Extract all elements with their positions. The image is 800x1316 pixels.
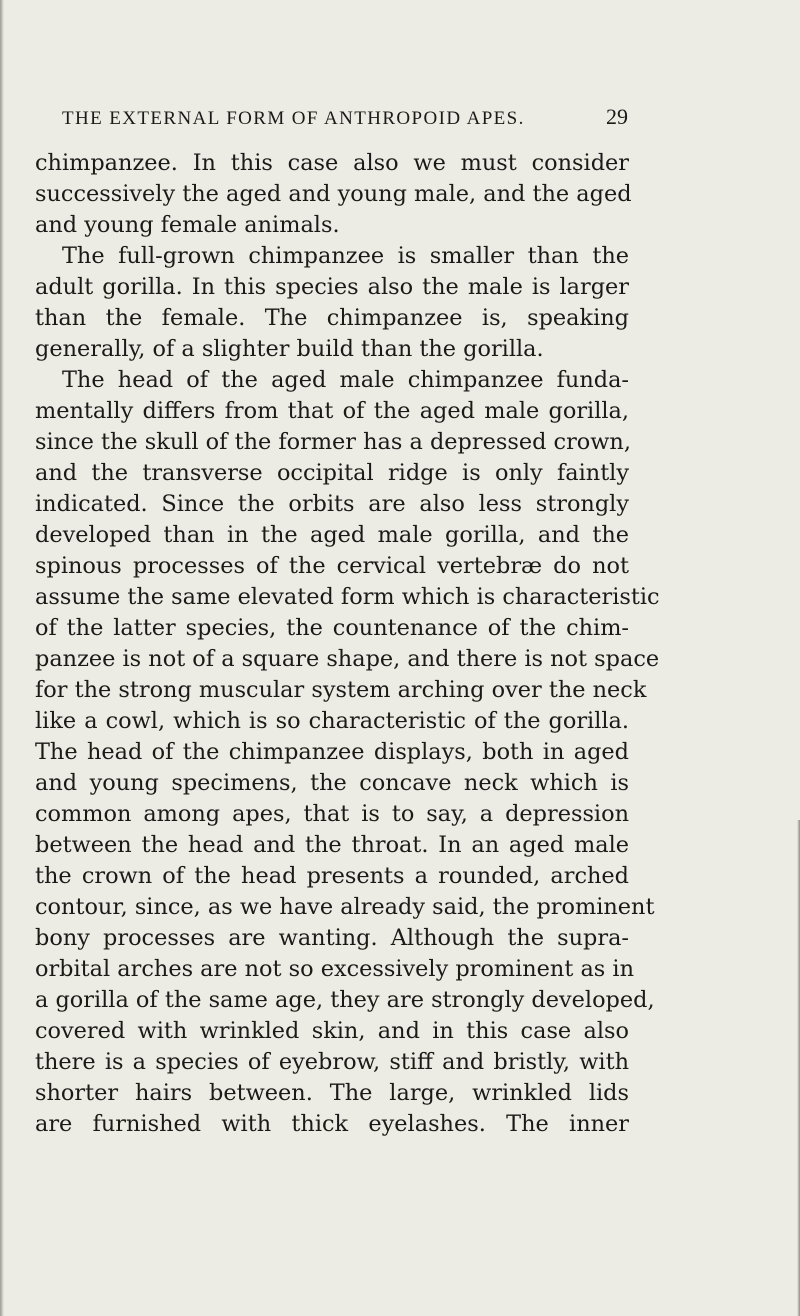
text-line: The full-grown chimpanzee is smaller than the bbox=[62, 243, 629, 269]
text-line: and young specimens, the concave neck which is bbox=[35, 770, 629, 796]
text-line: for the strong muscular system arching over the neck bbox=[35, 677, 647, 703]
text-line: between the head and the throat. In an aged male bbox=[35, 832, 629, 858]
text-line: generally, of a slighter build than the gorilla. bbox=[35, 336, 544, 362]
text-line: successively the aged and young male, and the aged bbox=[35, 181, 632, 207]
text-line: indicated. Since the orbits are also less strongly bbox=[35, 491, 629, 517]
text-line: since the skull of the former has a depressed crown, bbox=[35, 429, 631, 455]
text-line: covered with wrinkled skin, and in this case also bbox=[35, 1018, 629, 1044]
text-line: orbital arches are not so excessively prominent as in bbox=[35, 956, 634, 982]
text-line: mentally differs from that of the aged male gorilla, bbox=[35, 398, 629, 424]
text-line: shorter hairs between. The large, wrinkled lids bbox=[35, 1080, 629, 1106]
text-line: The head of the aged male chimpanzee funda- bbox=[62, 367, 629, 393]
text-line: the crown of the head presents a rounded, arched bbox=[35, 863, 629, 889]
page-number: 29 bbox=[606, 104, 628, 129]
text-line: and the transverse occipital ridge is only faintly bbox=[35, 460, 629, 486]
text-line: and young female animals. bbox=[35, 212, 340, 238]
text-line: panzee is not of a square shape, and there is not space bbox=[35, 646, 660, 672]
page-edge-shadow-left bbox=[0, 0, 4, 1316]
text-line: like a cowl, which is so characteristic of the gorilla. bbox=[35, 708, 629, 734]
text-line: adult gorilla. In this species also the male is larger bbox=[35, 274, 629, 300]
text-line: The head of the chimpanzee displays, both in aged bbox=[35, 739, 629, 765]
running-header bbox=[62, 104, 628, 134]
text-line: spinous processes of the cervical vertebræ do not bbox=[35, 553, 629, 579]
text-line: contour, since, as we have already said, the prominent bbox=[35, 894, 655, 920]
text-line: than the female. The chimpanzee is, speaking bbox=[35, 305, 629, 331]
text-line: a gorilla of the same age, they are strongly developed, bbox=[35, 987, 655, 1013]
text-line: are furnished with thick eyelashes. The inner bbox=[35, 1111, 629, 1137]
text-line: there is a species of eyebrow, stiff and bristly, with bbox=[35, 1049, 629, 1075]
text-line: bony processes are wanting. Although the supra- bbox=[35, 925, 629, 951]
running-title: THE EXTERNAL FORM OF ANTHROPOID APES. bbox=[62, 108, 525, 129]
text-line: common among apes, that is to say, a depression bbox=[35, 801, 629, 827]
text-line: of the latter species, the countenance of the chim- bbox=[35, 615, 629, 641]
body-text bbox=[35, 148, 660, 1140]
text-line: assume the same elevated form which is characteristic bbox=[35, 584, 660, 610]
text-line: chimpanzee. In this case also we must consider bbox=[35, 150, 629, 176]
text-line: developed than in the aged male gorilla, and the bbox=[35, 522, 629, 548]
